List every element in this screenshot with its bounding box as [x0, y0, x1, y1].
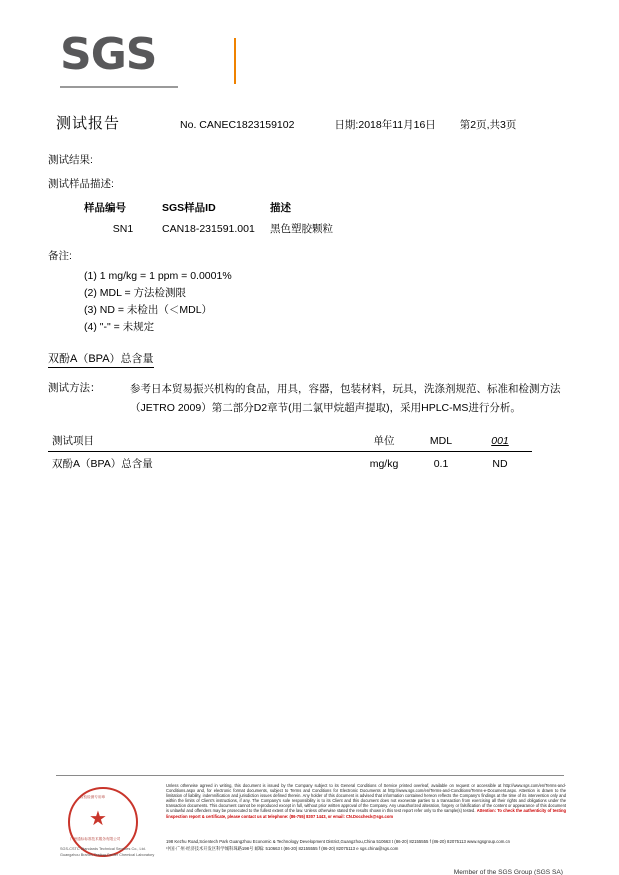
footer-disclaimer-text: Unless otherwise agreed in writing, this document is issued by the Company subject to its General Conditions of Service printed overleaf, available on request or accessible at http://www.sgs.com/en/Terms-and-Conditions.aspx and, for electronic format documents, subject to Terms and Conditions for Electronic Documents at http://www.sgs.com/en/Terms-and-Conditions/Terms-e-Document.aspx. Attention is drawn to the limitation of liability, indemnification and jurisdiction issues defined therein. Any holder of this document is advised that information contained hereon reflects the Company's findings at the time of its intervention only and within the limits of Client's instructions, if any. The Company's sole responsibility is to its Client and this document does not exonerate parties to a transaction from exercising all their rights and obligations under the transaction documents. This document cannot be reproduced except in full, without prior written approval of the Company. Any unauthorized alteration, forgery or falsification of the content or appearance of this document is unlawful and offenders may be prosecuted to the fullest extent of the law. Unless otherwise stated the results shown in this test report refer only to the sample(s) tested. [166, 783, 566, 814]
page-title: 测试报告 [56, 115, 121, 132]
result-col-unit: 单位 [354, 432, 414, 452]
footer-disclaimer [166, 783, 566, 819]
result-col-mdl: MDL [414, 432, 468, 452]
sample-desc-value: 黑色塑胶颗粒 [270, 223, 333, 235]
report-date: 日期:2018年11月16日 [334, 119, 436, 131]
result-col-item: 测试项目 [48, 432, 354, 452]
sgs-logo [60, 29, 560, 92]
sample-col-id: 样品编号 [84, 202, 126, 214]
stamp-side-line-2: Guangzhou Branch Testing Center Chemical Laboratory [60, 852, 155, 857]
result-table-header-row [48, 432, 532, 452]
report-number: No. CANEC1823159102 [180, 119, 295, 131]
results-label: 测试结果: [48, 154, 93, 166]
footer-address-cn: 中国·广州·经济技术开发区科学城科珠路198号 邮编: 510663 t (86-20) 82155555 f (86-20) 82075113 e sgs.china@sgs.com [166, 845, 399, 851]
stamp-side-text [60, 847, 156, 858]
star-icon: ★ [89, 808, 107, 830]
sample-col-sgsid: SGS样品ID [162, 202, 216, 214]
remarks-list [84, 268, 568, 336]
footer-address-en: 198 Kezhu Road,Scientech Park Guangzhou Economic & Technology Development District,Guangzhou,China 510663 t (86-20) 82155555 f (86-20) 82075113 www.sgsgroup.com.cn [166, 839, 511, 844]
list-item: (2) MDL = 方法检测限 [84, 287, 186, 299]
sample-table [84, 200, 410, 238]
test-method-label: 测试方法： [48, 382, 101, 394]
stamp-side-line-1: SGS-CSTC Standards Technical Services Co., Ltd. [60, 847, 146, 851]
footer-verify-text: Attention: To check the authenticity of testing /inspection report & certificate, please contact us at telephone: (86-755) 8307 1443, or email: CN.Doccheck@sgs.com [166, 808, 566, 819]
sample-table-header-row [84, 200, 410, 221]
logo-underline [60, 86, 178, 88]
page-footer [0, 775, 619, 875]
company-stamp [60, 785, 156, 859]
sample-sgsid-value: CAN18-231591.001 [162, 222, 255, 235]
list-item: (1) 1 mg/kg = 1 ppm = 0.0001% [84, 270, 232, 282]
table-row [84, 221, 410, 238]
result-value: ND [492, 457, 508, 470]
result-table [48, 432, 532, 472]
footer-address [166, 839, 566, 852]
footer-divider [56, 775, 564, 776]
table-row [48, 452, 532, 473]
result-col-sample-001: 001 [468, 432, 532, 452]
list-item: (3) ND = 未检出（＜MDL） [84, 304, 213, 316]
result-mdl: 0.1 [433, 457, 449, 470]
result-item-name: 双酚A（BPA）总含量 [52, 458, 153, 470]
section-heading-bpa: 双酚A（BPA）总含量 [48, 350, 154, 368]
test-method-block [48, 380, 568, 418]
remarks-label: 备注: [48, 250, 72, 262]
list-item: (4) "-" = 未规定 [84, 321, 155, 333]
footer-member-line: Member of the SGS Group (SGS SA) [453, 869, 563, 875]
sample-id-value: SN1 [112, 222, 134, 235]
report-body [48, 144, 568, 472]
logo-orange-bar [234, 38, 236, 84]
test-method-text: 参考日本贸易振兴机构的食品，用具，容器，包装材料，玩具，洗涤剂规范、标准和检测方法（JETRO 2009）第二部分D2章节(用二氯甲烷超声提取)，采用HPLC-MS进行分析。 [130, 383, 561, 414]
stamp-top-arc-text: 检验检测专用章 [80, 795, 106, 799]
sample-description-label: 测试样品描述: [48, 178, 114, 190]
result-unit: mg/kg [369, 457, 399, 470]
report-header-row [56, 112, 564, 133]
stamp-bottom-arc-text: 广州通标标准技术服务有限公司 [70, 837, 121, 841]
page-indicator: 第2页,共3页 [459, 119, 517, 131]
sgs-logo-text: SGS [60, 29, 157, 80]
sample-col-desc: 描述 [270, 202, 291, 214]
